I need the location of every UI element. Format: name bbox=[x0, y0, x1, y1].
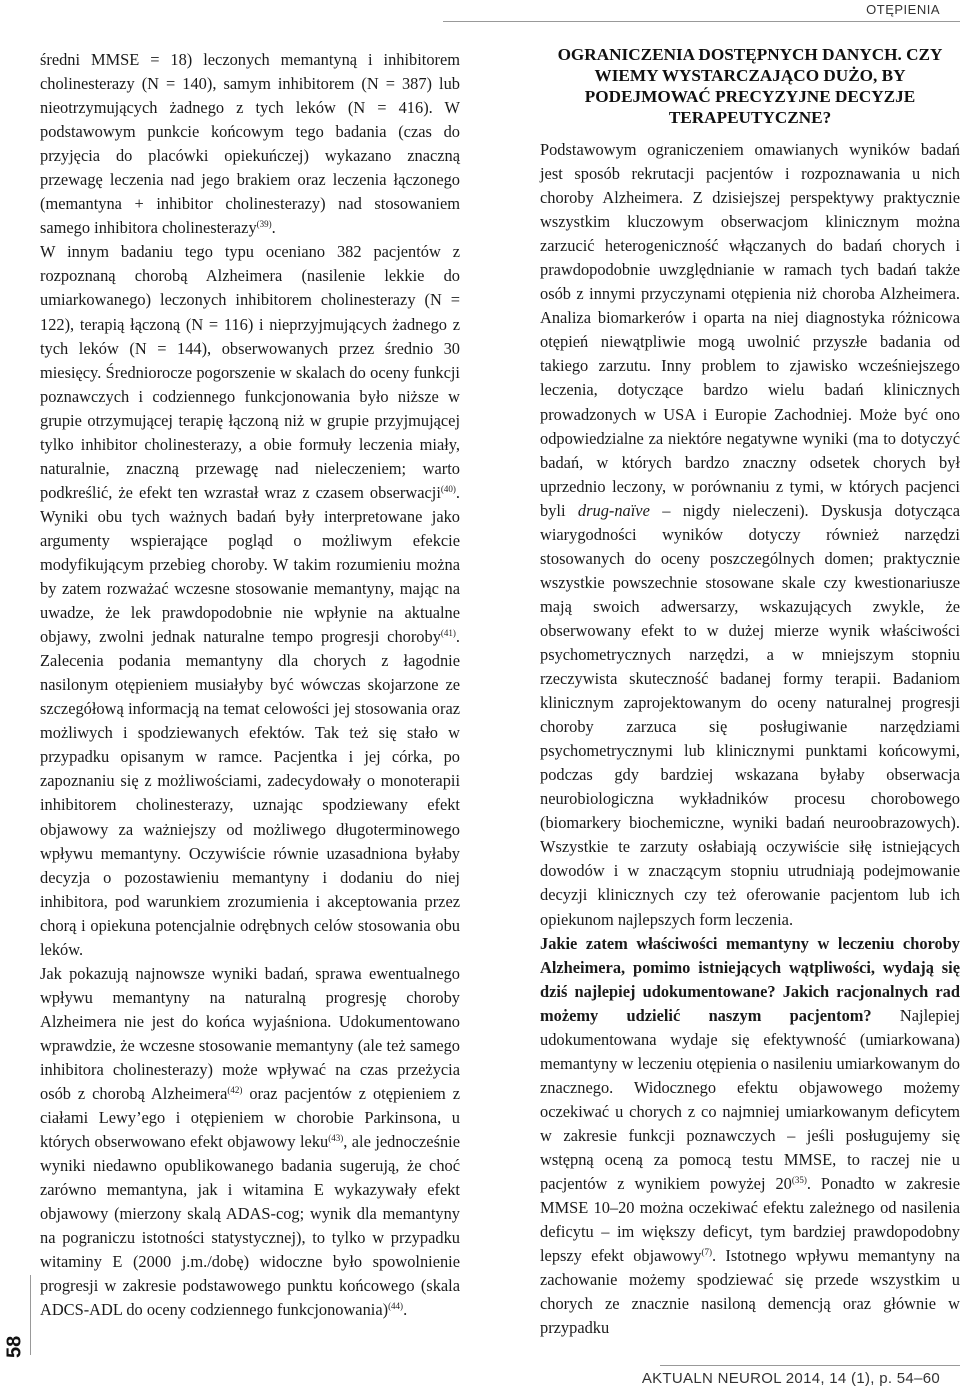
citation-ref: (35) bbox=[791, 1175, 807, 1186]
paragraph bbox=[540, 932, 960, 1341]
left-column bbox=[40, 48, 460, 1322]
text-run: średni MMSE = 18) leczonych memantyną i inhibitorem cholinesterazy (N = 140), samym inhibitorem (N = 387) lub nieotrzymujących żadnego z tych leków (N = 416). W podstawowym punkcie końcowym tego badania (czas do przyjęcia do placówki opiekuńczej) wykazano znaczną przewagę leczenia nad jego brakiem oraz leczenia łączonego (memantyna + inhibitor cholinesterazy) nad stosowaniem samego inhibitora cholinesterazy bbox=[40, 50, 460, 238]
text-run: W innym badaniu tego typu oceniano 382 pacjentów z rozpoznaną chorobą Alzheimera (nasilenie lekkie do umiarkowanego) leczonych inhibitorem cholinesterazy (N = 122), terapią łączoną (N = 116) i nieprzyjmujących żadnego z tych leków (N = 144), obserwowanych przez średnio 30 miesięcy. Średniorocze pogorszenie w skalach do oceny funkcji poznawczych i codziennego funkcjonowania było niższe w grupie otrzymującej terapię łączoną niż w grupie przyjmującej tylko inhibitor cholinesterazy, a obie formuły leczenia miały, naturalnie, znaczną przewagę nad nieleczeniem; warto podkreślić, że efekt ten wzrastał wraz z czasem obserwacji bbox=[40, 242, 460, 502]
text-run: Jak pokazują najnowsze wyniki badań, sprawa ewentualnego wpływu memantyny na naturalną progresję choroby Alzheimera nie jest do końca wyjaśniona. Udokumentowano wprawdzie, że wczesne stosowanie memantyny (ale też samego inhibitora cholinesterazy) może wpływać na czas przeżycia osób z chorobą Alzheimera bbox=[40, 963, 460, 1104]
page-number-divider bbox=[30, 1275, 31, 1355]
text-run: . Ponadto w zakresie MMSE 10–20 można oczekiwać efektu zależnego od nasilenia deficytu – im większy deficyt, tym bardziej prawdopodobny lepszy efekt objawowy bbox=[540, 1174, 960, 1266]
text-run: . bbox=[271, 218, 276, 238]
citation-ref: (39) bbox=[256, 219, 272, 230]
journal-citation: AKTUALN NEUROL 2014, 14 (1), p. 54–60 bbox=[641, 1370, 940, 1387]
text-run: . Wyniki obu tych ważnych badań były interpretowane jako argumenty wspierające pogląd o możliwym efekcie modyfikującym przebieg choroby. W takim rozumieniu można by zatem rozważać wczesne stosowanie memantyny, mając na uwadze, że lek prawdopodobnie nie wpłynie na aktualne objawy, zwolni jednak naturalne tempo progresji choroby bbox=[40, 482, 460, 647]
section-heading: OGRANICZENIA DOSTĘPNYCH DANYCH. CZY WIEMY WYSTARCZAJĄCO DUŻO, BY PODEJMOWAĆ PRECYZYJNE DECYZJE TERAPEUTYCZNE? bbox=[557, 45, 943, 127]
citation-ref: (44) bbox=[388, 1301, 404, 1312]
text-run: , ale jednocześnie wyniki niedawno opublikowanego badania sugerują, że choć zarówno memantyna, jak i witamina E wykazywały efekt objawowy (mierzony skalą ADAS-cog; wynik dla memantyny na pograniczu istotności statystycznej), to tylko w przypadku witaminy E (2000 j.m./dobę) widoczne było spowolnienie progresji w zakresie podstawowego punktu końcowego (skala ADCS-ADL do oceny codziennego funkcjonowania) bbox=[40, 1132, 460, 1320]
text-run: . Zalecenia podania memantyny dla chorych z łagodnie nasilonym otępieniem musiałyby być wówczas skojarzone ze szczegółową informacją na temat celowości jej stosowania oraz możliwych i spodziewanych efektów. Tak też się stało w przypadku opisanym w ramce. Pacjentka i jej córka, po zapoznaniu się z możliwościami, zadecydowały o monoterapii inhibitorem cholinesterazy, uznając spodziewany efekt objawowy za ważniejszy od możliwego długoterminowego wpływu memantyny. Oczywiście równie uzasadniona byłaby decyzja o pozostawieniu memantyny i dodaniu do niej inhibitora, pod warunkiem zrozumienia i akceptowania przez chorą i opiekuna potencjalnie odrębnych celów stosowania obu leków. bbox=[40, 627, 460, 959]
text-run: . bbox=[403, 1300, 408, 1320]
paragraph bbox=[540, 138, 960, 932]
right-column bbox=[540, 44, 960, 1340]
italic-term: drug-naïve bbox=[577, 500, 650, 520]
text-run: oraz pacjentów z otępieniem z ciałami Lewy’ego i otępieniem w chorobie Parkinsona, u których obserwowano efekt objawowy leku bbox=[40, 1084, 460, 1152]
header-divider bbox=[443, 21, 960, 22]
section-label: OTĘPIENIA bbox=[866, 2, 940, 17]
footer-divider bbox=[660, 1365, 960, 1366]
citation-ref: (42) bbox=[227, 1085, 243, 1096]
text-run: Najlepiej udokumentowana wydaje się efektywność (umiarkowana) memantyny w leczeniu otępienia o nasileniu umiarkowanym do znacznego. Widocznego efektu objawowego możemy oczekiwać u chorych z co najmniej umiarkowanym deficytem w zakresie funkcji poznawczych – jeśli posługujemy się wstępną oceną za pomocą testu MMSE, to raczej nie u pacjentów z wynikiem powyżej 20 bbox=[540, 1005, 960, 1194]
paragraph bbox=[40, 48, 460, 240]
paragraph bbox=[40, 240, 460, 961]
citation-ref: (41) bbox=[440, 628, 456, 639]
citation-ref: (40) bbox=[440, 483, 456, 494]
citation-ref: (43) bbox=[328, 1133, 344, 1144]
text-run: – nigdy nieleczeni). Dyskusja dotycząca wiarygodności wyników dotyczy również narzędzi stosowanych do oceny poszczególnych domen; praktycznie wszystkie powszechnie stosowane skale czy kwestionariusze mają swoich adwersarzy, wskazujących zwykle, że obserwowany efekt to w dużej mierze wynik właściwości psychometrycznych narzędzi, a w mniejszym stopniu rzeczywista skuteczność badanej formy terapii. Badaniom klinicznym zaprojektowanym do oceny naturalnej progresji choroby zarzuca się posługiwanie narzędziami psychometrycznymi lub klinicznymi punktami końcowymi, podczas gdy bardziej wskazana byłaby obserwacja neurobiologiczna wykładników procesu chorobowego (biomarkery biochemiczne, wyniki badań neuroobrazowych). Wszystkie te zarzuty osłabiają oczywiście siłę istniejących dowodów i w znaczącym stopniu utrudniają podejmowanie decyzji klinicznych czy też oferowanie pacjentom lub ich opiekunom najlepszych form leczenia. bbox=[540, 500, 960, 929]
text-run: Podstawowym ograniczeniem omawianych wyników badań jest sposób rekrutacji pacjentów i rozpoznawania u nich choroby Alzheimera. Z dzisiejszej perspektywy praktycznie wszystkim kluczowym obserwacjom klinicznym można zarzucić heterogeniczność włączanych do badań chorych i prawdopodobnie uwzględnianie w ramach tych badań także osób z innymi przyczynami otępienia niż choroba Alzheimera. Analiza biomarkerów i oparta na niej diagnostyka różnicowa otępień niewątpliwie mogą uwolnić przyszłe badania od takiego zarzutu. Inny problem to zjawisko wcześniejszego leczenia, dotyczące bardzo wielu badań klinicznych prowadzonych w USA i Europie Zachodniej. Może być ono odpowiedzialne za niektóre negatywne wyniki (ma to dotyczyć badań, w których bardzo znaczny odsetek chorych był uprzednio leczony, w porównaniu z tymi, w których pacjenci byli bbox=[540, 140, 960, 520]
paragraph bbox=[40, 962, 460, 1323]
text-run: . Istotnego wpływu memantyny na zachowanie możemy spodziewać się przede wszystkim u chorych ze znacznie nasiloną demencją oraz głównie w przypadku bbox=[540, 1246, 960, 1338]
page-number: 58 bbox=[3, 1335, 26, 1359]
key-question: Jakie zatem właściwości memantyny w leczeniu choroby Alzheimera, pomimo istniejących wątpliwości, wydają się dziś najlepiej udokumentowane? Jakich racjonalnych rad możemy udzielić naszym pacjentom? bbox=[540, 933, 960, 1025]
citation-ref: (7) bbox=[701, 1247, 713, 1258]
